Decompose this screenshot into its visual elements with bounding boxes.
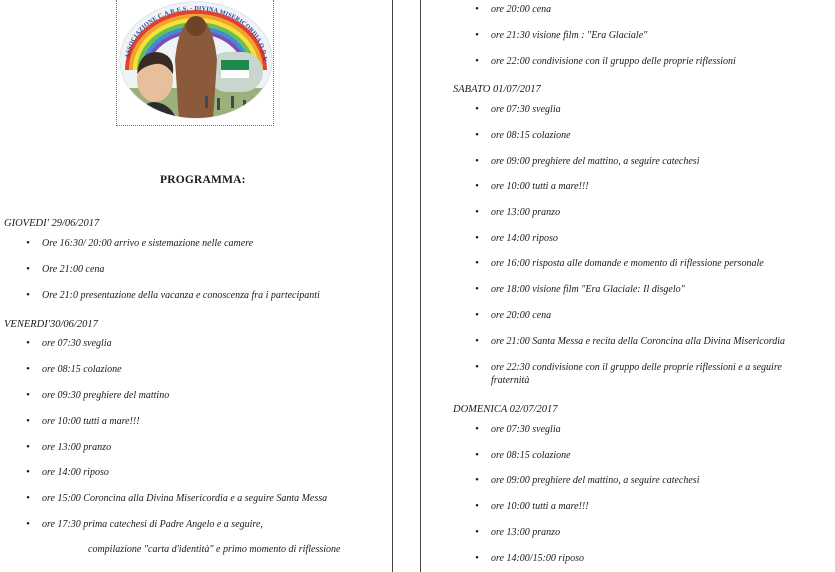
day-title-saturday: SABATO 01/07/2017 bbox=[453, 84, 541, 95]
program-heading: PROGRAMMA: bbox=[160, 174, 246, 186]
list-item: • ore 09:00 preghiere del mattino, a seguire catechesi bbox=[491, 155, 699, 168]
day-title-thursday: GIOVEDI' 29/06/2017 bbox=[4, 218, 100, 229]
list-item: • ore 14:00 riposo bbox=[42, 466, 109, 479]
list-item: • ore 16:00 risposta alle domande e momento di riflessione personale bbox=[491, 257, 764, 270]
bullet-icon: • bbox=[26, 441, 30, 453]
logo-arc-text: ASSOCIAZIONE C.A.R.E.S. - DIVINA MISERICORDIA O.D.V. bbox=[124, 5, 269, 63]
list-item: • Ore 16:30/ 20:00 arrivo e sistemazione nelle camere bbox=[42, 237, 253, 250]
list-item: • Ore 21:00 cena bbox=[42, 263, 104, 276]
bullet-icon: • bbox=[475, 361, 479, 373]
day-title-friday: VENERDI'30/06/2017 bbox=[4, 319, 98, 330]
list-item: • ore 14:00 riposo bbox=[491, 232, 558, 245]
list-item: • ore 07:30 sveglia bbox=[491, 423, 561, 436]
list-item: • ore 21:30 visione film : "Era Glaciale" bbox=[491, 29, 647, 42]
bullet-icon: • bbox=[26, 363, 30, 375]
bullet-icon: • bbox=[26, 237, 30, 249]
bullet-icon: • bbox=[475, 423, 479, 435]
list-item-continuation: compilazione "carta d'identità" e primo momento di riflessione bbox=[88, 544, 341, 555]
day-title-sunday: DOMENICA 02/07/2017 bbox=[453, 404, 558, 415]
list-item: • ore 13:00 pranzo bbox=[491, 206, 560, 219]
list-item: • ore 09:30 preghiere del mattino bbox=[42, 389, 169, 402]
bullet-icon: • bbox=[26, 337, 30, 349]
list-item: • ore 20:00 cena bbox=[491, 309, 551, 322]
bullet-icon: • bbox=[475, 155, 479, 167]
bullet-icon: • bbox=[475, 309, 479, 321]
list-item-continuation: fraternità bbox=[491, 375, 530, 386]
bullet-icon: • bbox=[26, 263, 30, 275]
bullet-icon: • bbox=[475, 474, 479, 486]
list-item: • ore 22:00 condivisione con il gruppo delle proprie riflessioni bbox=[491, 55, 736, 68]
bullet-icon: • bbox=[475, 3, 479, 15]
bullet-icon: • bbox=[26, 389, 30, 401]
association-logo bbox=[116, 0, 274, 126]
list-item: • ore 08:15 colazione bbox=[491, 129, 571, 142]
list-item: • ore 07:30 sveglia bbox=[42, 337, 112, 350]
list-item: • ore 13:00 pranzo bbox=[42, 441, 111, 454]
list-item: • ore 07:30 sveglia bbox=[491, 103, 561, 116]
left-page bbox=[0, 0, 393, 572]
bullet-icon: • bbox=[26, 492, 30, 504]
list-item: • ore 08:15 colazione bbox=[491, 449, 571, 462]
list-item: • ore 21:00 Santa Messa e recita della Coroncina alla Divina Misericordia bbox=[491, 335, 785, 348]
bullet-icon: • bbox=[475, 552, 479, 564]
bullet-icon: • bbox=[475, 55, 479, 67]
list-item: • ore 10:00 tutti a mare!!! bbox=[491, 500, 589, 513]
bullet-icon: • bbox=[475, 257, 479, 269]
bullet-icon: • bbox=[475, 103, 479, 115]
list-item: • ore 15:00 Coroncina alla Divina Misericordia e a seguire Santa Messa bbox=[42, 492, 327, 505]
bullet-icon: • bbox=[475, 206, 479, 218]
bullet-icon: • bbox=[475, 232, 479, 244]
bullet-icon: • bbox=[475, 335, 479, 347]
bullet-icon: • bbox=[475, 500, 479, 512]
right-page bbox=[420, 0, 835, 572]
bullet-icon: • bbox=[26, 466, 30, 478]
bullet-icon: • bbox=[475, 180, 479, 192]
list-item: • ore 10:00 tutti a mare!!! bbox=[42, 415, 140, 428]
list-item: • ore 08:15 colazione bbox=[42, 363, 122, 376]
list-item: • ore 20:00 cena bbox=[491, 3, 551, 16]
bullet-icon: • bbox=[475, 449, 479, 461]
bullet-icon: • bbox=[475, 29, 479, 41]
bullet-icon: • bbox=[475, 526, 479, 538]
list-item: • ore 22:30 condivisione con il gruppo delle proprie riflessioni e a seguire bbox=[491, 361, 782, 374]
list-item: • Ore 21:0 presentazione della vacanza e conoscenza fra i partecipanti bbox=[42, 289, 320, 302]
bullet-icon: • bbox=[26, 289, 30, 301]
bullet-icon: • bbox=[26, 415, 30, 427]
bullet-icon: • bbox=[475, 283, 479, 295]
list-item: • ore 09:00 preghiere del mattino, a seguire catechesi bbox=[491, 474, 699, 487]
bullet-icon: • bbox=[26, 518, 30, 530]
list-item: • ore 17:30 prima catechesi di Padre Angelo e a seguire, bbox=[42, 518, 263, 531]
list-item: • ore 18:00 visione film "Era Glaciale: Il disgelo" bbox=[491, 283, 685, 296]
list-item: • ore 13:00 pranzo bbox=[491, 526, 560, 539]
logo-graphic bbox=[117, 0, 275, 126]
list-item: • ore 10:00 tutti a mare!!! bbox=[491, 180, 589, 193]
bullet-icon: • bbox=[475, 129, 479, 141]
list-item: • ore 14:00/15:00 riposo bbox=[491, 552, 584, 565]
